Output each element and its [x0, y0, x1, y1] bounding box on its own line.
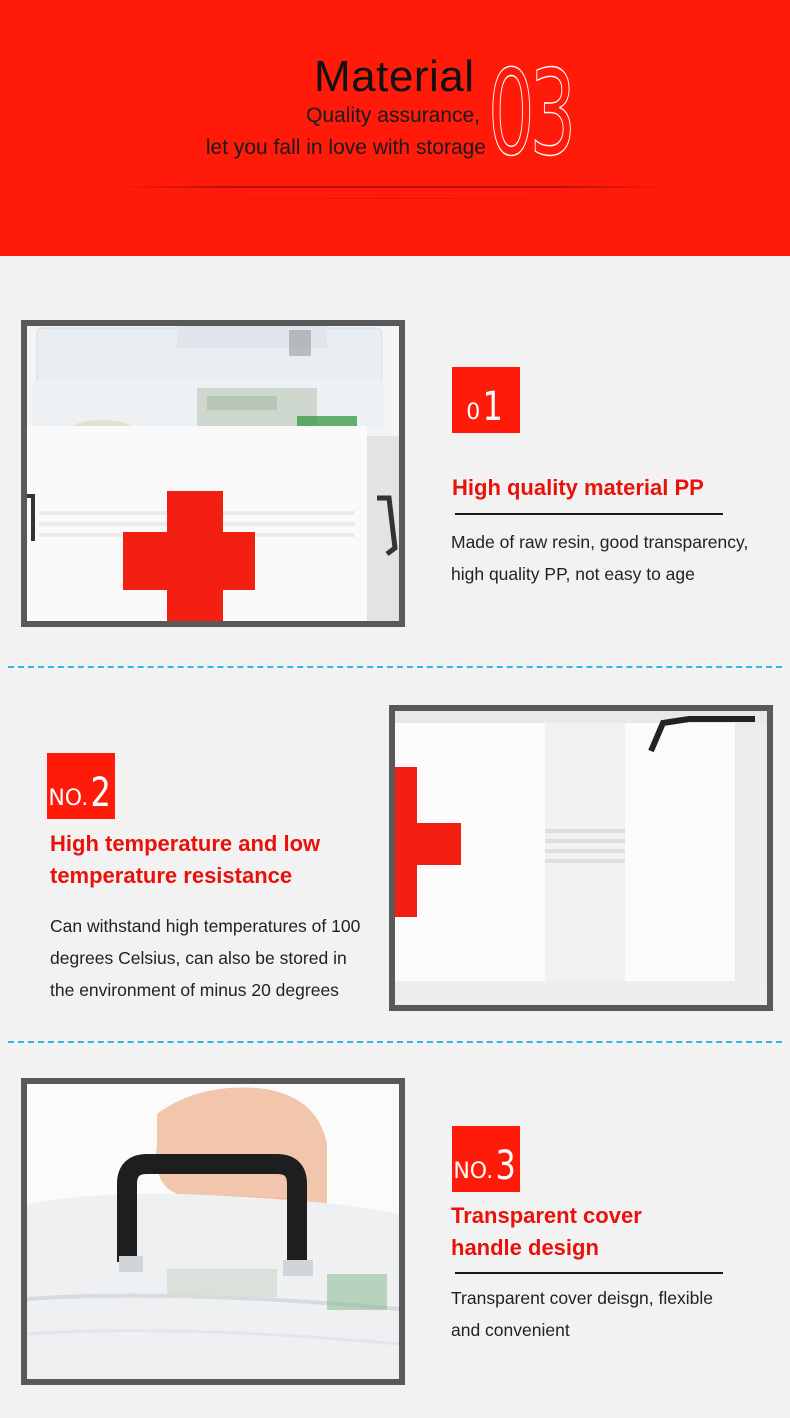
feature-1-photo [21, 320, 405, 627]
page-title: Material [314, 52, 475, 101]
feature-2-description [50, 910, 360, 1006]
section-number: 03 [488, 44, 572, 182]
first-aid-box-photo-1 [27, 326, 399, 621]
feature-3-heading [451, 1200, 642, 1264]
feature-1-heading-line1: High quality material PP [452, 475, 704, 500]
feature-3-photo [21, 1078, 405, 1385]
feature-3-heading-line2: handle design [451, 1235, 599, 1260]
feature-1-badge-prefix: 0 [466, 400, 481, 425]
feature-2-heading [50, 828, 320, 892]
banner-divider-secondary [160, 198, 620, 199]
feature-1-badge-number: 1 [482, 384, 504, 430]
feature-2-photo [389, 705, 773, 1011]
feature-2-badge [47, 753, 115, 819]
banner-subtitle-line2: let you fall in love with storage [205, 136, 486, 159]
feature-3-badge-number: 3 [495, 1143, 517, 1189]
feature-1-divider [455, 513, 723, 515]
feature-2-desc-line: Can withstand high temperatures of 100 [50, 916, 361, 936]
feature-1-desc-line: high quality PP, not easy to age [451, 564, 695, 584]
feature-3-desc-line: Transparent cover deisgn, flexible [451, 1288, 713, 1308]
feature-2-heading-line1: High temperature and low [50, 831, 321, 856]
banner-divider [120, 186, 668, 188]
feature-1-desc-line: Made of raw resin, good transparency, [451, 532, 749, 552]
feature-3-desc-line: and convenient [451, 1320, 570, 1340]
first-aid-box-photo-2 [395, 711, 767, 1005]
feature-1-description [451, 526, 748, 590]
section-divider-2 [8, 1041, 782, 1043]
feature-2-badge-prefix: NO. [48, 786, 89, 811]
feature-2-badge-number: 2 [90, 770, 112, 816]
feature-2-heading-line2: temperature resistance [50, 863, 293, 888]
feature-3-description [451, 1282, 713, 1346]
feature-2-desc-line: the environment of minus 20 degrees [50, 980, 339, 1000]
section-divider-1 [8, 666, 782, 668]
feature-3-divider [455, 1272, 723, 1274]
feature-1-badge [452, 367, 520, 433]
feature-3-badge [452, 1126, 520, 1192]
feature-2-desc-line: degrees Celsius, can also be stored in [50, 948, 347, 968]
banner-subtitle-line1: Quality assurance, [306, 104, 480, 127]
first-aid-box-photo-3 [27, 1084, 399, 1379]
feature-3-heading-line1: Transparent cover [451, 1203, 642, 1228]
header-banner [0, 0, 790, 256]
feature-3-badge-prefix: NO. [453, 1159, 494, 1184]
feature-1-heading [452, 472, 704, 504]
